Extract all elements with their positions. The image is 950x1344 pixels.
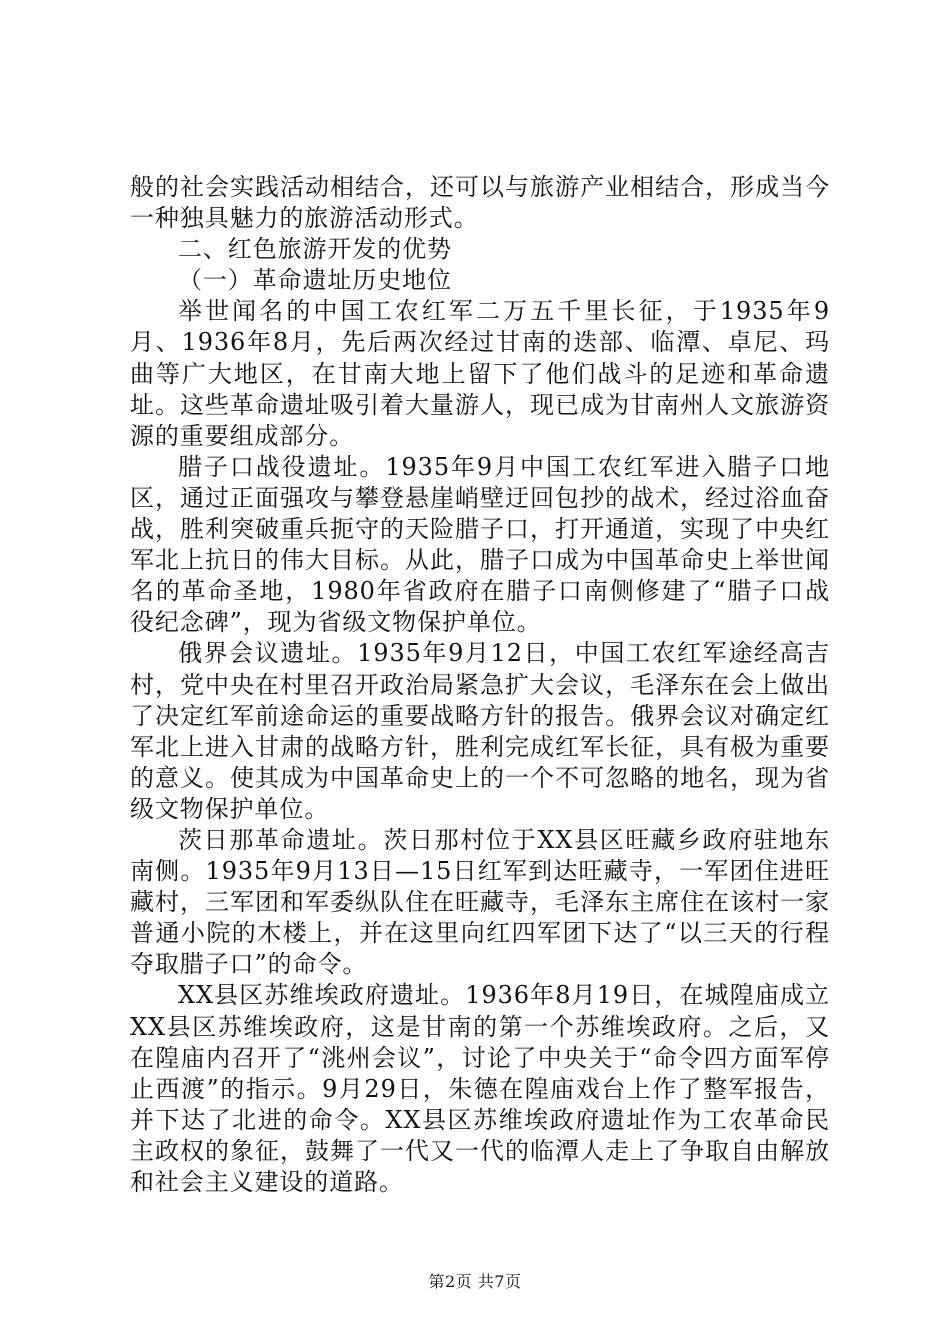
- paragraph-continuation: 般的社会实践活动相结合，还可以与旅游产业相结合，形成当今一种独具魅力的旅游活动形式。: [130, 173, 830, 233]
- paragraph-ejie-meeting: 俄界会议遗址。1935年9月12日，中国工农红军途经高吉村，党中央在村里召开政治局紧急扩大会议，毛泽东在会上做出了决定红军前途命运的重要战略方针的报告。俄界会议对确定红军北上进入甘肃的战略方针，胜利完成红军长征，具有极为重要的意义。使其成为中国革命史上的一个不可忽略的地名，现为省级文物保护单位。: [130, 639, 830, 823]
- paragraph-soviet-government: XX县区苏维埃政府遗址。1936年8月19日，在城隍庙成立XX县区苏维埃政府，这是甘南的第一个苏维埃政府。之后，又在隍庙内召开了“洮州会议”，讨论了中央关于“命令四方面军停止西渡”的指示。9月29日，朱德在隍庙戏台上作了整军报告，并下达了北进的命令。XX县区苏维埃政府遗址作为工农革命民主政权的象征，鼓舞了一代又一代的临潭人走上了争取自由解放和社会主义建设的道路。: [130, 981, 830, 1196]
- document-body: [130, 172, 830, 1198]
- paragraph-lazikou: 腊子口战役遗址。1935年9月中国工农红军进入腊子口地区，通过正面强攻与攀登悬崖峭壁迂回包抄的战术，经过浴血奋战，胜利突破重兵扼守的天险腊子口，打开通道，实现了中央红军北上抗日的伟大目标。从此，腊子口成为中国革命史上举世闻名的革命圣地，1980年省政府在腊子口南侧修建了“腊子口战役纪念碑”，现为省级文物保护单位。: [130, 452, 830, 637]
- page-number-footer: 第2页 共7页: [428, 1272, 522, 1291]
- section-heading: 二、红色旅游开发的优势: [178, 235, 452, 264]
- paragraph-long-march: 举世闻名的中国工农红军二万五千里长征，于1935年9月、1936年8月，先后两次经过甘南的迭部、临潭、卓尼、玛曲等广大地区，在甘南大地上留下了他们战斗的足迹和革命遗址。这些革命遗址吸引着大量游人，现已成为甘南州人文旅游资源的重要组成部分。: [130, 297, 830, 450]
- paragraph-cirina: 茨日那革命遗址。茨日那村位于XX县区旺藏乡政府驻地东南侧。1935年9月13日—15日红军到达旺藏寺，一军团住进旺藏村，三军团和军委纵队住在旺藏寺，毛泽东主席住在该村一家普通小院的木楼上，并在这里向红四军团下达了“以三天的行程夺取腊子口”的命令。: [130, 825, 830, 979]
- subsection-heading: （一）革命遗址历史地位: [178, 266, 452, 295]
